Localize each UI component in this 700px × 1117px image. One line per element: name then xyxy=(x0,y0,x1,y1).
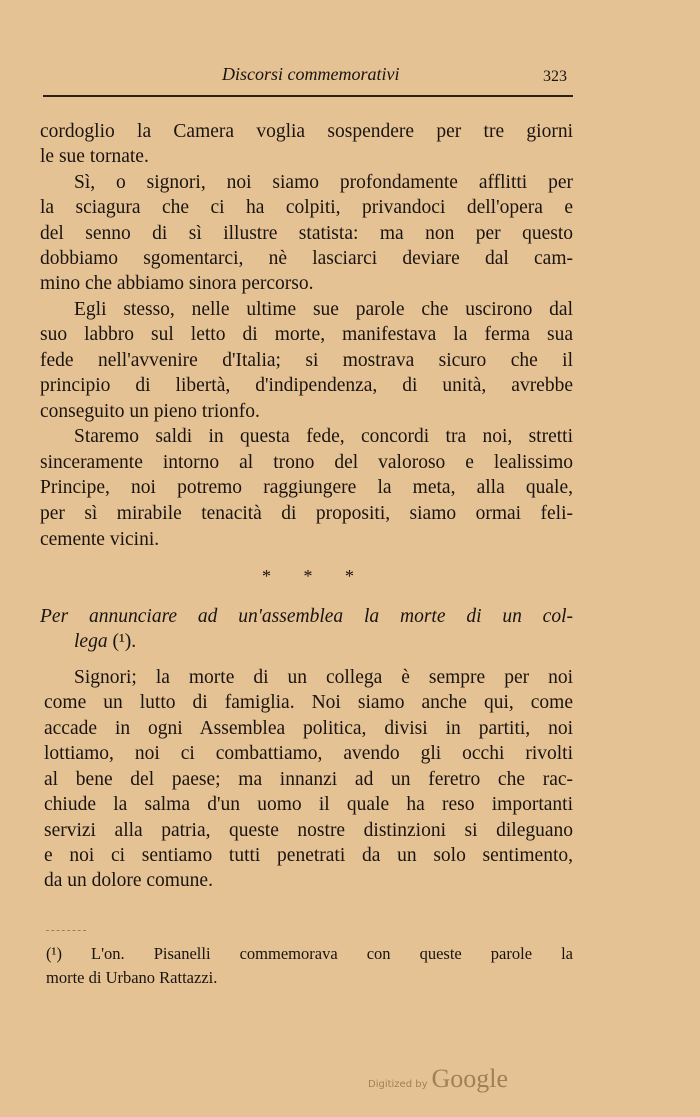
text-line: Sì, o signori, noi siamo profondamente afflitti per xyxy=(74,172,573,193)
footnote-line: morte di Urbano Rattazzi. xyxy=(46,968,218,987)
watermark-brand: Google xyxy=(431,1064,509,1093)
text-line: Principe, noi potremo raggiungere la meta, alla quale, xyxy=(40,477,573,498)
text-line: per sì mirabile tenacità di propositi, siamo ormai feli- xyxy=(40,503,573,524)
text-line: al bene del paese; ma innanzi ad un feretro che rac- xyxy=(44,769,573,790)
section-heading-end: lega xyxy=(74,631,108,652)
section-separator: * * * xyxy=(262,566,368,586)
section-heading-cont xyxy=(74,631,573,653)
text-line: la sciagura che ci ha colpiti, privandoci dell'opera e xyxy=(40,197,573,218)
section-heading: Per annunciare ad un'assemblea la morte di un col- xyxy=(40,606,573,627)
header-rule xyxy=(43,95,573,97)
text-line: del senno di sì illustre statista: ma non per questo xyxy=(40,223,573,244)
text-line: lottiamo, noi ci combattiamo, avendo gli occhi rivolti xyxy=(44,743,573,764)
page-number: 323 xyxy=(543,68,567,85)
text-line: servizi alla patria, queste nostre distinzioni si dileguano xyxy=(44,820,573,841)
text-line: cemente vicini. xyxy=(40,529,160,550)
text-line: dobbiamo sgomentarci, nè lasciarci deviare dal cam- xyxy=(40,248,573,269)
running-header: Discorsi commemorativi xyxy=(222,64,400,84)
text-line: Staremo saldi in questa fede, concordi tra noi, stretti xyxy=(74,426,573,447)
text-line: conseguito un pieno trionfo. xyxy=(40,401,260,422)
footnote-rule xyxy=(46,930,86,931)
text-line: da un dolore comune. xyxy=(44,870,213,891)
text-line: le sue tornate. xyxy=(40,146,149,167)
text-line: sinceramente intorno al trono del valoroso e lealissimo xyxy=(40,452,573,473)
footnote-ref: (¹). xyxy=(112,631,137,652)
text-line: come un lutto di famiglia. Noi siamo anche qui, come xyxy=(44,692,573,713)
text-line: Signori; la morte di un collega è sempre per noi xyxy=(74,667,573,688)
text-line: chiude la salma d'un uomo il quale ha reso importanti xyxy=(44,794,573,815)
text-line: e noi ci sentiamo tutti penetrati da un solo sentimento, xyxy=(44,845,573,866)
text-line: cordoglio la Camera voglia sospendere per tre giorni xyxy=(40,121,573,142)
text-line: suo labbro sul letto di morte, manifestava la ferma sua xyxy=(40,324,573,345)
watermark-prefix: Digitized by xyxy=(368,1079,428,1090)
text-line: principio di libertà, d'indipendenza, di unità, avrebbe xyxy=(40,375,573,396)
text-line: Egli stesso, nelle ultime sue parole che uscirono dal xyxy=(74,299,573,320)
footnote-line: (¹) L'on. Pisanelli commemorava con queste parole la xyxy=(46,944,573,963)
text-line: fede nell'avvenire d'Italia; si mostrava sicuro che il xyxy=(40,350,573,371)
digitized-watermark xyxy=(368,1064,508,1094)
text-line: mino che abbiamo sinora percorso. xyxy=(40,273,314,294)
text-line: accade in ogni Assemblea politica, divisi in partiti, noi xyxy=(44,718,573,739)
